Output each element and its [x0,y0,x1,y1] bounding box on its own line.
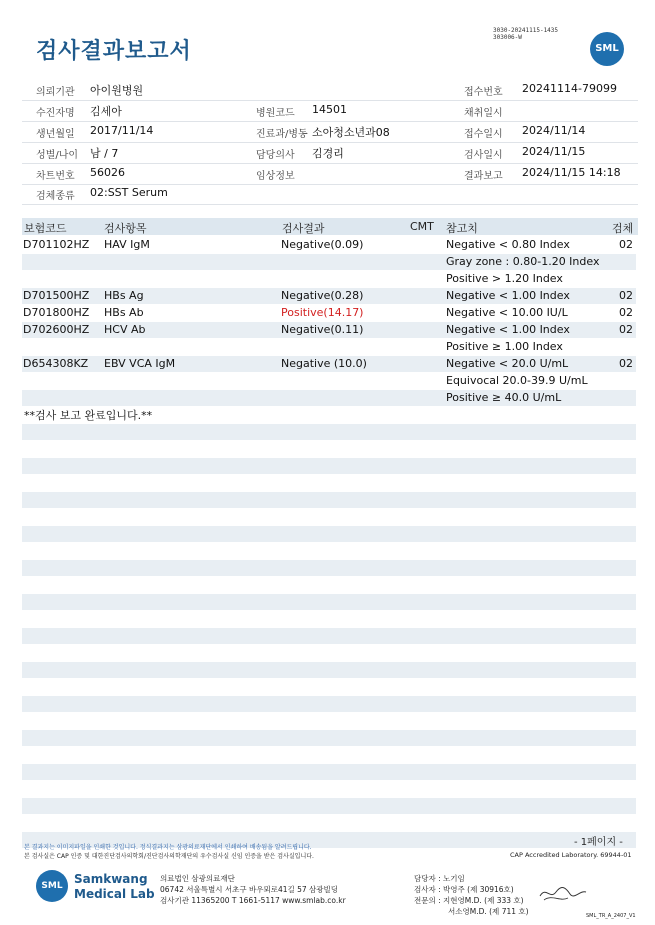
notice-line-1: 본 결과지는 이미지파일을 인쇄한 것입니다. 정식결과지는 삼광의료재단에서 인쇄하여 배송됨을 알려드립니다. [24,844,312,851]
cell-result: Negative(0.09) [281,238,364,251]
cell-specimen: 02 [619,357,633,370]
cell-ref: Negative < 20.0 U/mL [446,357,569,370]
page-title: 검사결과보고서 [36,39,192,64]
info-label: 의뢰기관 [36,87,75,98]
row-stripe [22,730,636,746]
row-stripe [22,458,636,474]
info-label: 차트번호 [36,171,75,182]
info-label: 담당의사 [256,150,295,161]
info-value: 56026 [90,166,125,179]
staff-specialist-1: 전문의 : 지현영M.D. (제 333 호) [414,896,524,905]
completion-note: **검사 보고 완료입니다.** [24,409,153,422]
info-label: 성별/나이 [36,150,79,161]
cell-ref: Negative < 0.80 Index [446,238,570,251]
info-label: 수진자명 [36,108,75,119]
info-row [22,121,638,143]
row-stripe [22,560,636,576]
cell-ref: Negative < 1.00 Index [446,323,570,336]
cell-item: EBV VCA IgM [104,357,176,370]
info-value: 2024/11/15 14:18 [522,166,621,179]
cell-code: D702600HZ [23,323,90,336]
notice-line-2: 본 검사실은 CAP 인증 및 대한진단검사의학회/진단검사의학재단의 우수검사실 신임 인증을 받은 검사실입니다. [24,853,314,860]
row-stripe [22,696,636,712]
info-label: 결과보고 [464,171,503,182]
info-row [22,183,638,205]
row-stripe [22,764,636,780]
report-code-2: 303006-W [493,34,522,41]
cell-item: HBs Ab [104,306,144,319]
form-code: SML_TR_A_2407_V1 [586,913,636,919]
info-label: 접수번호 [464,87,503,98]
row-stripe [22,424,636,440]
cell-ref: Positive > 1.20 Index [446,272,563,285]
cell-ref: Equivocal 20.0-39.9 U/mL [446,374,588,387]
cell-ref: Positive ≥ 1.00 Index [446,340,563,353]
cell-ref: Positive ≥ 40.0 U/mL [446,391,562,404]
info-label: 진료과/병동 [256,129,308,140]
info-label: 병원코드 [256,108,295,119]
brand-line-1: Samkwang [74,872,148,886]
footer-logo-icon: SML [36,870,68,902]
sml-logo: SML [590,32,624,66]
info-value: 20241114-79099 [522,82,617,95]
info-value: 김세아 [90,105,122,118]
cell-item: HCV Ab [104,323,146,336]
info-row [22,79,638,101]
result-table-header [22,218,638,235]
row-stripe [22,492,636,508]
info-label: 임상정보 [256,171,295,182]
info-row [22,163,638,185]
cell-code: D654308KZ [23,357,89,370]
cell-result: Negative(0.11) [281,323,364,336]
info-label: 검사일시 [464,150,503,161]
info-value: 김경리 [312,147,344,160]
report-code-1: 3030-20241115-1435 [493,27,559,34]
cell-result: Negative (10.0) [281,357,367,370]
cell-code: D701102HZ [23,238,90,251]
info-label: 채취일시 [464,108,503,119]
cell-ref: Negative < 1.00 Index [446,289,570,302]
cell-item: HAV IgM [104,238,150,251]
col-item: 검사항목 [104,222,147,235]
signature-icon [538,882,588,904]
brand-line-2: Medical Lab [74,887,155,901]
contact: 검사기관 11365200 T 1661-5117 www.smlab.co.kr [160,896,346,905]
staff-tester: 검사자 : 박영주 (제 30916호) [414,885,514,894]
page-number: - 1페이지 - [574,837,623,848]
address: 06742 서울특별시 서초구 바우뫼로41길 57 삼광빌딩 [160,885,339,894]
col-cmt: CMT [410,220,434,233]
info-label: 접수일시 [464,129,503,140]
info-value: 2017/11/14 [90,124,154,137]
info-value: 소아청소년과08 [312,126,390,139]
staff-manager: 담당자 : 노기임 [414,874,465,883]
cell-result: Positive(14.17) [281,306,364,319]
col-specimen: 검체 [612,222,634,235]
info-value: 아이원병원 [90,84,144,97]
cell-result: Negative(0.28) [281,289,364,302]
info-label: 검체종류 [36,191,75,202]
info-row [22,142,638,164]
info-value: 2024/11/14 [522,124,586,137]
col-code: 보험코드 [24,222,67,235]
cell-code: D701800HZ [23,306,90,319]
cell-specimen: 02 [619,238,633,251]
info-value: 남 / 7 [90,147,119,160]
staff-specialist-2: 서소영M.D. (제 711 호) [448,907,529,916]
info-value: 14501 [312,103,347,116]
cell-ref: Negative < 10.00 IU/L [446,306,568,319]
col-result: 검사결과 [282,222,325,235]
cell-specimen: 02 [619,323,633,336]
row-stripe [22,594,636,610]
row-stripe [22,798,636,814]
cell-code: D701500HZ [23,289,90,302]
cell-specimen: 02 [619,306,633,319]
foundation-name: 의료법인 삼광의료재단 [160,874,235,883]
cell-specimen: 02 [619,289,633,302]
info-label: 생년월일 [36,129,75,140]
cap-accreditation: CAP Accredited Laboratory. 69944-01 [510,851,632,859]
row-stripe [22,526,636,542]
cell-ref: Gray zone : 0.80-1.20 Index [446,255,600,268]
cell-item: HBs Ag [104,289,144,302]
row-stripe [22,662,636,678]
info-row [22,100,638,122]
info-value: 02:SST Serum [90,186,168,199]
row-stripe [22,628,636,644]
info-value: 2024/11/15 [522,145,586,158]
col-ref: 참고치 [446,222,478,235]
